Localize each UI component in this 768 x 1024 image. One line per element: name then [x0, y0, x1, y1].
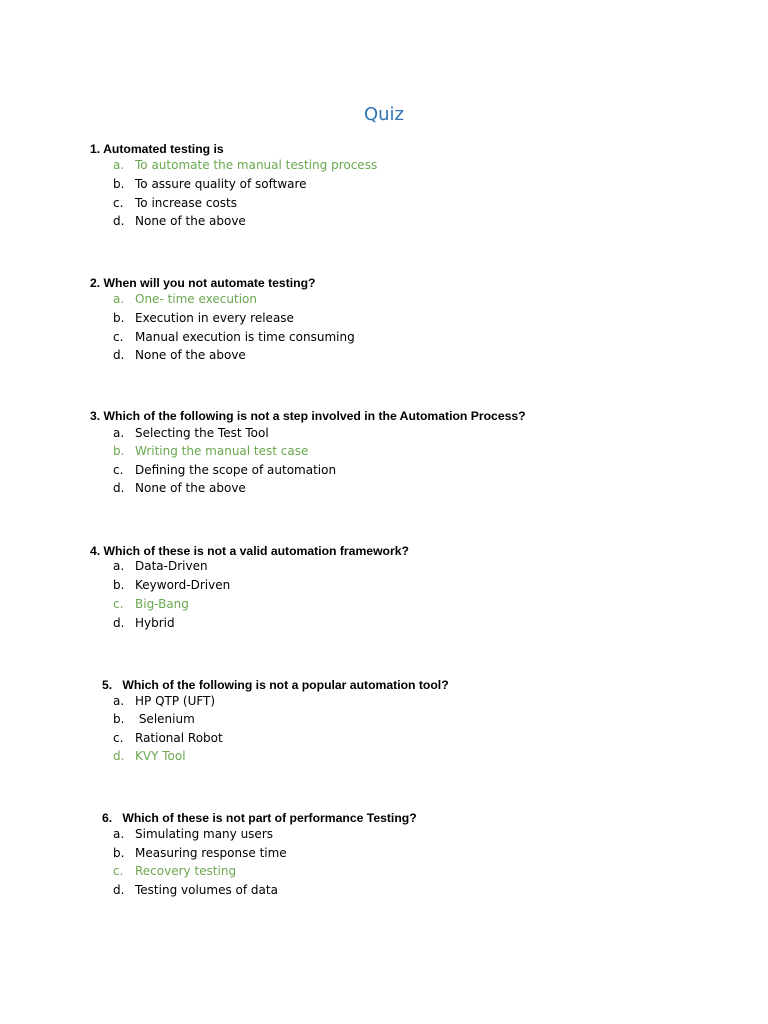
question-text: 2. When will you not automate testing?: [90, 276, 316, 290]
question-text: 5. Which of the following is not a popular automation tool?: [102, 678, 449, 692]
option-c: c. Manual execution is time consuming: [113, 330, 355, 344]
option-b: b. Keyword-Driven: [113, 578, 231, 592]
option-c: c. To increase costs: [113, 196, 237, 210]
question-text: 1. Automated testing is: [90, 142, 224, 156]
option-d: d. None of the above: [113, 348, 246, 362]
question-text: 3. Which of the following is not a step involved in the Automation Process?: [90, 409, 526, 423]
option-d: d. Testing volumes of data: [113, 883, 278, 897]
option-b: b. Measuring response time: [113, 846, 287, 860]
option-b: b. Execution in every release: [113, 311, 294, 325]
option-a: a. HP QTP (UFT): [113, 694, 216, 708]
question-text: 6. Which of these is not part of performance Testing?: [102, 811, 417, 825]
option-c: c. Defining the scope of automation: [113, 463, 337, 477]
option-c: c. Rational Robot: [113, 731, 223, 745]
option-a: a. Simulating many users: [113, 827, 273, 841]
option-d: d. None of the above: [113, 481, 246, 495]
option-a: a. Selecting the Test Tool: [113, 426, 269, 440]
option-a: a. Data-Driven: [113, 559, 208, 573]
option-b: b. Writing the manual test case: [113, 444, 309, 458]
option-b: b. Selenium: [113, 712, 195, 726]
question-text: 4. Which of these is not a valid automation framework?: [90, 544, 409, 558]
option-a: a. To automate the manual testing process: [113, 158, 378, 172]
option-d: d. KVY Tool: [113, 749, 186, 763]
option-c: c. Big-Bang: [113, 597, 189, 611]
option-b: b. To assure quality of software: [113, 177, 307, 191]
option-c: c. Recovery testing: [113, 864, 237, 878]
option-d: d. None of the above: [113, 214, 246, 228]
page-title: Quiz: [363, 104, 405, 125]
option-a: a. One- time execution: [113, 292, 257, 306]
option-d: d. Hybrid: [113, 616, 175, 630]
